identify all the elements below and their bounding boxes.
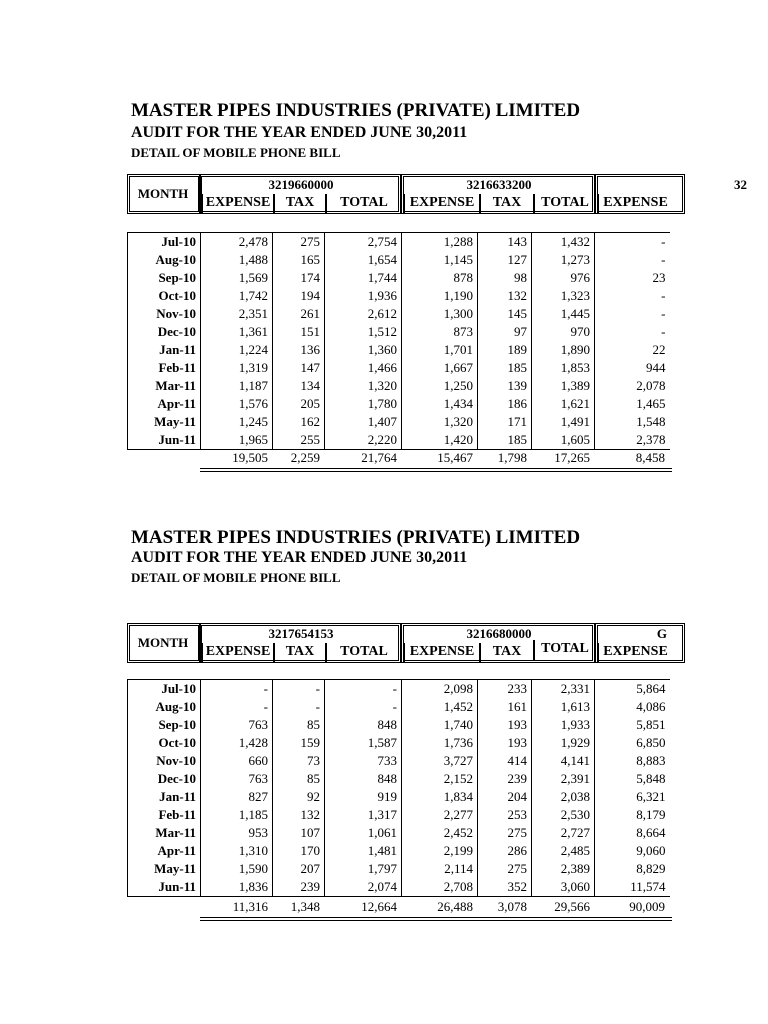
- value-cell: 132: [478, 287, 532, 305]
- value-cell: 1,224: [201, 341, 273, 359]
- value-cell: 1,576: [201, 395, 273, 413]
- value-cell: 352: [478, 878, 532, 897]
- month-cell: Jun-11: [128, 878, 201, 897]
- value-cell: 873: [402, 323, 478, 341]
- value-cell: 1,317: [325, 806, 402, 824]
- value-cell: 2,114: [402, 860, 478, 878]
- value-cell: 23: [595, 269, 670, 287]
- tax-header: TAX: [273, 643, 325, 663]
- company-title: MASTER PIPES INDUSTRIES (PRIVATE) LIMITED: [131, 527, 581, 548]
- month-cell: Aug-10: [128, 698, 201, 716]
- value-cell: -: [273, 680, 325, 699]
- value-cell: -: [201, 698, 273, 716]
- value-cell: 2,708: [402, 878, 478, 897]
- value-cell: 970: [532, 323, 595, 341]
- table-row: [128, 698, 670, 716]
- value-cell: 233: [478, 680, 532, 699]
- table-row: [128, 431, 670, 450]
- value-cell: 1,361: [201, 323, 273, 341]
- value-cell: 1,288: [402, 233, 478, 252]
- value-cell: 22: [595, 341, 670, 359]
- table-row: [128, 878, 670, 897]
- table-row: [128, 842, 670, 860]
- value-cell: 1,780: [325, 395, 402, 413]
- value-cell: 1,320: [325, 377, 402, 395]
- value-cell: 660: [201, 752, 273, 770]
- company-title: MASTER PIPES INDUSTRIES (PRIVATE) LIMITED: [131, 100, 581, 121]
- table-row: [128, 680, 670, 699]
- value-cell: 3,060: [532, 878, 595, 897]
- total-cell: 26,488: [437, 899, 473, 914]
- value-cell: 1,061: [325, 824, 402, 842]
- expense-header: EXPENSE: [403, 194, 479, 214]
- value-cell: -: [595, 287, 670, 305]
- value-cell: 4,141: [532, 752, 595, 770]
- value-cell: 1,701: [402, 341, 478, 359]
- month-cell: Feb-11: [128, 806, 201, 824]
- value-cell: 2,277: [402, 806, 478, 824]
- value-cell: 162: [273, 413, 325, 431]
- value-cell: 2,727: [532, 824, 595, 842]
- month-cell: Dec-10: [128, 770, 201, 788]
- month-cell: Mar-11: [128, 377, 201, 395]
- table-row: [128, 806, 670, 824]
- value-cell: 253: [478, 806, 532, 824]
- value-cell: 1,491: [532, 413, 595, 431]
- value-cell: 827: [201, 788, 273, 806]
- total-cell: 29,566: [554, 899, 590, 914]
- table-row: [128, 251, 670, 269]
- expense-header: EXPENSE: [403, 643, 479, 663]
- value-cell: 127: [478, 251, 532, 269]
- total-cell: 2,259: [290, 450, 320, 465]
- value-cell: 1,407: [325, 413, 402, 431]
- detail-subtitle: DETAIL OF MOBILE PHONE BILL: [131, 145, 341, 160]
- value-cell: 9,060: [595, 842, 670, 860]
- value-cell: 1,445: [532, 305, 595, 323]
- value-cell: 1,145: [402, 251, 478, 269]
- phone-number-header: 32: [734, 177, 747, 192]
- value-cell: 92: [273, 788, 325, 806]
- value-cell: 2,098: [402, 680, 478, 699]
- phone-bill-table: [127, 174, 747, 474]
- value-cell: 1,434: [402, 395, 478, 413]
- total-cell: 1,348: [290, 899, 320, 914]
- value-cell: 2,152: [402, 770, 478, 788]
- table-row: [128, 269, 670, 287]
- value-cell: 1,569: [201, 269, 273, 287]
- value-cell: 763: [201, 716, 273, 734]
- value-cell: 185: [478, 431, 532, 450]
- value-cell: 1,936: [325, 287, 402, 305]
- value-cell: 1,853: [532, 359, 595, 377]
- value-cell: -: [201, 680, 273, 699]
- phone-number-header: 3219660000: [268, 177, 334, 192]
- expense-header: EXPENSE: [597, 643, 672, 663]
- value-cell: 1,466: [325, 359, 402, 377]
- value-cell: 239: [478, 770, 532, 788]
- value-cell: 286: [478, 842, 532, 860]
- value-cell: 1,190: [402, 287, 478, 305]
- value-cell: 170: [273, 842, 325, 860]
- total-cell: 3,078: [497, 899, 527, 914]
- month-cell: Nov-10: [128, 305, 201, 323]
- value-cell: 1,742: [201, 287, 273, 305]
- value-cell: 189: [478, 341, 532, 359]
- value-cell: 1,797: [325, 860, 402, 878]
- month-cell: Apr-11: [128, 395, 201, 413]
- value-cell: 2,485: [532, 842, 595, 860]
- total-cell: 17,265: [554, 450, 590, 465]
- value-cell: 2,391: [532, 770, 595, 788]
- value-cell: 1,667: [402, 359, 478, 377]
- table-row: [128, 305, 670, 323]
- table-row: [128, 860, 670, 878]
- value-cell: 255: [273, 431, 325, 450]
- table-row: [128, 233, 670, 252]
- month-cell: Jan-11: [128, 341, 201, 359]
- value-cell: 3,727: [402, 752, 478, 770]
- value-cell: 1,890: [532, 341, 595, 359]
- table-row: [128, 788, 670, 806]
- value-cell: 2,754: [325, 233, 402, 252]
- value-cell: 194: [273, 287, 325, 305]
- month-cell: May-11: [128, 413, 201, 431]
- value-cell: 143: [478, 233, 532, 252]
- value-cell: 134: [273, 377, 325, 395]
- value-cell: 1,300: [402, 305, 478, 323]
- tax-header: TAX: [479, 194, 533, 214]
- value-cell: 2,074: [325, 878, 402, 897]
- tax-header: TAX: [273, 194, 325, 214]
- value-cell: 944: [595, 359, 670, 377]
- value-cell: 2,199: [402, 842, 478, 860]
- value-cell: -: [325, 698, 402, 716]
- value-cell: 1,548: [595, 413, 670, 431]
- expense-header: EXPENSE: [201, 194, 273, 214]
- value-cell: 261: [273, 305, 325, 323]
- value-cell: 1,929: [532, 734, 595, 752]
- value-cell: 151: [273, 323, 325, 341]
- value-cell: 414: [478, 752, 532, 770]
- value-cell: 1,488: [201, 251, 273, 269]
- data-table: [127, 232, 670, 450]
- month-header: MONTH: [137, 186, 189, 201]
- value-cell: -: [273, 698, 325, 716]
- phone-number-header: 3216633200: [466, 177, 532, 192]
- value-cell: 8,179: [595, 806, 670, 824]
- value-cell: 5,848: [595, 770, 670, 788]
- month-cell: Mar-11: [128, 824, 201, 842]
- value-cell: 147: [273, 359, 325, 377]
- value-cell: 85: [273, 716, 325, 734]
- total-cell: 19,505: [232, 450, 268, 465]
- value-cell: 953: [201, 824, 273, 842]
- value-cell: 159: [273, 734, 325, 752]
- value-cell: 207: [273, 860, 325, 878]
- value-cell: 4,086: [595, 698, 670, 716]
- value-cell: 5,864: [595, 680, 670, 699]
- value-cell: 1,320: [402, 413, 478, 431]
- total-cell: 1,798: [497, 450, 527, 465]
- month-cell: Sep-10: [128, 269, 201, 287]
- value-cell: 193: [478, 734, 532, 752]
- month-cell: Jan-11: [128, 788, 201, 806]
- tax-header: TAX: [479, 643, 533, 663]
- expense-header: EXPENSE: [597, 194, 672, 214]
- value-cell: 8,883: [595, 752, 670, 770]
- month-cell: Aug-10: [128, 251, 201, 269]
- table-row: [128, 413, 670, 431]
- value-cell: 1,420: [402, 431, 478, 450]
- value-cell: 136: [273, 341, 325, 359]
- value-cell: -: [325, 680, 402, 699]
- value-cell: 1,621: [532, 395, 595, 413]
- value-cell: 174: [273, 269, 325, 287]
- value-cell: 1,654: [325, 251, 402, 269]
- value-cell: 1,512: [325, 323, 402, 341]
- value-cell: 763: [201, 770, 273, 788]
- value-cell: 1,250: [402, 377, 478, 395]
- value-cell: -: [595, 251, 670, 269]
- value-cell: 1,185: [201, 806, 273, 824]
- value-cell: 1,187: [201, 377, 273, 395]
- audit-subtitle: AUDIT FOR THE YEAR ENDED JUNE 30,2011: [131, 124, 468, 141]
- value-cell: 185: [478, 359, 532, 377]
- value-cell: 132: [273, 806, 325, 824]
- value-cell: -: [595, 323, 670, 341]
- detail-subtitle: DETAIL OF MOBILE PHONE BILL: [131, 570, 341, 585]
- phone-bill-table: [127, 623, 672, 923]
- table-row: [128, 770, 670, 788]
- total-header: TOTAL: [325, 643, 401, 663]
- table-header: [127, 623, 672, 663]
- value-cell: 2,220: [325, 431, 402, 450]
- value-cell: -: [595, 305, 670, 323]
- value-cell: 73: [273, 752, 325, 770]
- value-cell: 2,530: [532, 806, 595, 824]
- value-cell: 1,428: [201, 734, 273, 752]
- table-row: [128, 395, 670, 413]
- data-table: [127, 679, 670, 897]
- month-cell: Feb-11: [128, 359, 201, 377]
- value-cell: 733: [325, 752, 402, 770]
- value-cell: 165: [273, 251, 325, 269]
- total-cell: 15,467: [437, 450, 473, 465]
- month-cell: Sep-10: [128, 716, 201, 734]
- value-cell: 6,850: [595, 734, 670, 752]
- value-cell: 2,038: [532, 788, 595, 806]
- phone-number-header: 3216680000: [466, 626, 532, 641]
- value-cell: 186: [478, 395, 532, 413]
- value-cell: 1,389: [532, 377, 595, 395]
- value-cell: 1,452: [402, 698, 478, 716]
- value-cell: 919: [325, 788, 402, 806]
- month-header: MONTH: [137, 635, 189, 650]
- month-cell: Nov-10: [128, 752, 201, 770]
- value-cell: 1,323: [532, 287, 595, 305]
- value-cell: 239: [273, 878, 325, 897]
- table-row: [128, 734, 670, 752]
- double-underline: [200, 468, 672, 472]
- value-cell: 1,465: [595, 395, 670, 413]
- value-cell: 8,829: [595, 860, 670, 878]
- value-cell: 1,360: [325, 341, 402, 359]
- table-header: [127, 174, 747, 214]
- value-cell: 2,612: [325, 305, 402, 323]
- value-cell: 107: [273, 824, 325, 842]
- value-cell: 1,740: [402, 716, 478, 734]
- value-cell: -: [595, 233, 670, 252]
- month-cell: Oct-10: [128, 734, 201, 752]
- value-cell: 848: [325, 716, 402, 734]
- value-cell: 1,736: [402, 734, 478, 752]
- value-cell: 1,319: [201, 359, 273, 377]
- value-cell: 5,851: [595, 716, 670, 734]
- table-row: [128, 323, 670, 341]
- month-cell: Jul-10: [128, 233, 201, 252]
- table-row: [128, 716, 670, 734]
- value-cell: 1,933: [532, 716, 595, 734]
- value-cell: 1,965: [201, 431, 273, 450]
- value-cell: 2,078: [595, 377, 670, 395]
- month-cell: Dec-10: [128, 323, 201, 341]
- value-cell: 1,310: [201, 842, 273, 860]
- table-row: [128, 752, 670, 770]
- value-cell: 1,613: [532, 698, 595, 716]
- value-cell: 6,321: [595, 788, 670, 806]
- value-cell: 2,351: [201, 305, 273, 323]
- value-cell: 8,664: [595, 824, 670, 842]
- value-cell: 171: [478, 413, 532, 431]
- value-cell: 1,481: [325, 842, 402, 860]
- value-cell: 145: [478, 305, 532, 323]
- month-cell: May-11: [128, 860, 201, 878]
- total-cell: 8,458: [635, 450, 665, 465]
- value-cell: 193: [478, 716, 532, 734]
- value-cell: 139: [478, 377, 532, 395]
- month-cell: Jun-11: [128, 431, 201, 450]
- value-cell: 1,590: [201, 860, 273, 878]
- value-cell: 1,587: [325, 734, 402, 752]
- value-cell: 878: [402, 269, 478, 287]
- value-cell: 204: [478, 788, 532, 806]
- value-cell: 848: [325, 770, 402, 788]
- month-cell: Apr-11: [128, 842, 201, 860]
- value-cell: 2,378: [595, 431, 670, 450]
- value-cell: 98: [478, 269, 532, 287]
- value-cell: 2,331: [532, 680, 595, 699]
- total-cell: 90,009: [629, 899, 665, 914]
- expense-header: EXPENSE: [201, 643, 273, 663]
- value-cell: 85: [273, 770, 325, 788]
- double-underline: [200, 917, 672, 921]
- value-cell: 1,245: [201, 413, 273, 431]
- value-cell: 976: [532, 269, 595, 287]
- value-cell: 205: [273, 395, 325, 413]
- phone-number-header: G: [656, 626, 667, 641]
- value-cell: 161: [478, 698, 532, 716]
- total-header: TOTAL: [325, 194, 401, 214]
- table-row: [128, 341, 670, 359]
- total-cell: 12,664: [361, 899, 397, 914]
- value-cell: 2,478: [201, 233, 273, 252]
- value-cell: 11,574: [595, 878, 670, 897]
- table-row: [128, 359, 670, 377]
- total-header: TOTAL: [533, 194, 595, 214]
- table-row: [128, 287, 670, 305]
- value-cell: 275: [273, 233, 325, 252]
- value-cell: 1,273: [532, 251, 595, 269]
- value-cell: 1,605: [532, 431, 595, 450]
- total-header: TOTAL: [533, 640, 595, 660]
- value-cell: 97: [478, 323, 532, 341]
- phone-number-header: 3217654153: [268, 626, 334, 641]
- month-cell: Oct-10: [128, 287, 201, 305]
- value-cell: 275: [478, 860, 532, 878]
- table-row: [128, 824, 670, 842]
- value-cell: 1,744: [325, 269, 402, 287]
- value-cell: 1,432: [532, 233, 595, 252]
- table-row: [128, 377, 670, 395]
- value-cell: 1,836: [201, 878, 273, 897]
- total-cell: 21,764: [361, 450, 397, 465]
- audit-subtitle: AUDIT FOR THE YEAR ENDED JUNE 30,2011: [131, 549, 468, 566]
- value-cell: 275: [478, 824, 532, 842]
- value-cell: 2,452: [402, 824, 478, 842]
- month-cell: Jul-10: [128, 680, 201, 699]
- total-cell: 11,316: [232, 899, 268, 914]
- value-cell: 1,834: [402, 788, 478, 806]
- value-cell: 2,389: [532, 860, 595, 878]
